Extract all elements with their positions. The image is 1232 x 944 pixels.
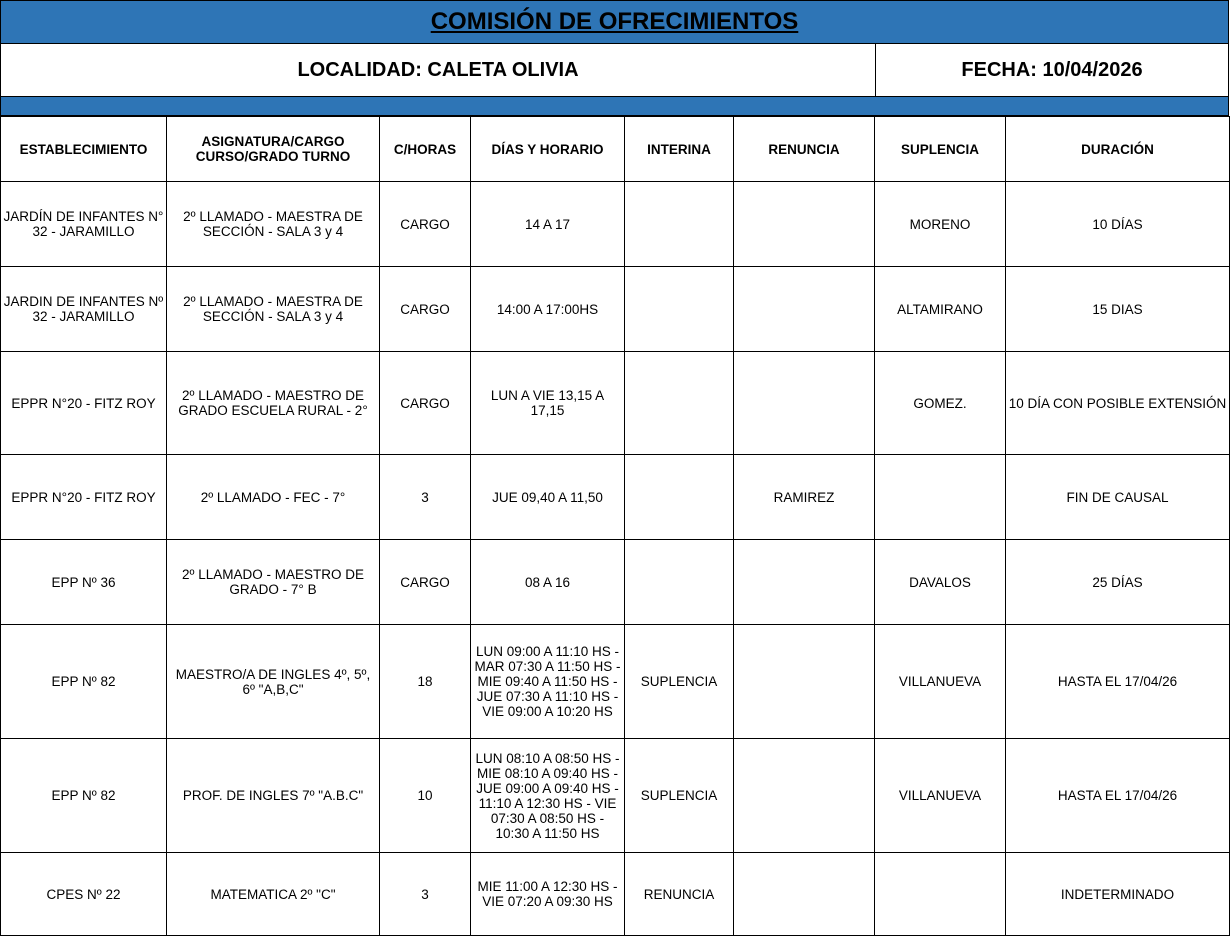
table-row — [1, 352, 1230, 455]
header-row — [1, 117, 1230, 182]
cell-asignatura: 2º LLAMADO - MAESTRO DE GRADO ESCUELA RURAL - 2° — [167, 352, 380, 455]
table-row — [1, 853, 1230, 936]
cell-horas: CARGO — [380, 540, 471, 625]
localidad-label: LOCALIDAD: CALETA OLIVIA — [1, 44, 876, 96]
cell-dias: LUN 09:00 A 11:10 HS - MAR 07:30 A 11:50 HS - MIE 09:40 A 11:50 HS - JUE 07:30 A 11:10 HS - VIE 09:00 A 10:20 HS — [471, 625, 625, 739]
cell-interina: RENUNCIA — [625, 853, 734, 936]
cell-asignatura: 2º LLAMADO - MAESTRA DE SECCIÓN - SALA 3 y 4 — [167, 182, 380, 267]
cell-duracion: FIN DE CAUSAL — [1006, 455, 1230, 540]
header-asignatura-l2: CURSO/GRADO TURNO — [195, 149, 351, 164]
cell-suplencia: MORENO — [875, 182, 1006, 267]
cell-establecimiento: JARDIN DE INFANTES Nº 32 - JARAMILLO — [1, 267, 167, 352]
cell-horas: 18 — [380, 625, 471, 739]
cell-suplencia: DAVALOS — [875, 540, 1006, 625]
header-suplencia: SUPLENCIA — [875, 117, 1006, 182]
table-row — [1, 267, 1230, 352]
cell-dias: 14 A 17 — [471, 182, 625, 267]
table-row — [1, 625, 1230, 739]
blue-strip — [0, 97, 1229, 116]
header-interina: INTERINA — [625, 117, 734, 182]
cell-suplencia: VILLANUEVA — [875, 739, 1006, 853]
header-renuncia: RENUNCIA — [734, 117, 875, 182]
cell-interina — [625, 182, 734, 267]
cell-horas: 10 — [380, 739, 471, 853]
cell-asignatura: MAESTRO/A DE INGLES 4º, 5º, 6º "A,B,C" — [167, 625, 380, 739]
cell-dias: MIE 11:00 A 12:30 HS - VIE 07:20 A 09:30 HS — [471, 853, 625, 936]
cell-establecimiento: JARDÍN DE INFANTES N° 32 - JARAMILLO — [1, 182, 167, 267]
cell-renuncia — [734, 352, 875, 455]
cell-dias: 14:00 A 17:00HS — [471, 267, 625, 352]
cell-establecimiento: EPPR N°20 - FITZ ROY — [1, 352, 167, 455]
cell-dias: JUE 09,40 A 11,50 — [471, 455, 625, 540]
cell-duracion: 10 DÍAS — [1006, 182, 1230, 267]
cell-duracion: 25 DÍAS — [1006, 540, 1230, 625]
cell-interina: SUPLENCIA — [625, 739, 734, 853]
cell-renuncia — [734, 540, 875, 625]
fecha-label: FECHA: 10/04/2026 — [961, 58, 1143, 81]
offers-table — [0, 116, 1230, 936]
title-bar — [0, 0, 1229, 44]
cell-renuncia — [734, 625, 875, 739]
header-asignatura-l1: ASIGNATURA/CARGO — [201, 134, 345, 149]
cell-duracion: 10 DÍA CON POSIBLE EXTENSIÓN — [1006, 352, 1230, 455]
cell-renuncia — [734, 267, 875, 352]
cell-horas: CARGO — [380, 182, 471, 267]
cell-renuncia — [734, 739, 875, 853]
cell-asignatura: MATEMATICA 2º "C" — [167, 853, 380, 936]
header-duracion: DURACIÓN — [1006, 117, 1230, 182]
table-row — [1, 455, 1230, 540]
cell-horas: CARGO — [380, 267, 471, 352]
cell-interina — [625, 267, 734, 352]
cell-interina: SUPLENCIA — [625, 625, 734, 739]
info-row — [0, 44, 1229, 97]
cell-renuncia — [734, 853, 875, 936]
cell-asignatura: 2º LLAMADO - MAESTRA DE SECCIÓN - SALA 3 y 4 — [167, 267, 380, 352]
cell-horas: CARGO — [380, 352, 471, 455]
cell-suplencia — [875, 853, 1006, 936]
header-dias: DÍAS Y HORARIO — [471, 117, 625, 182]
header-choras: C/HORAS — [380, 117, 471, 182]
cell-suplencia: GOMEZ. — [875, 352, 1006, 455]
cell-asignatura: 2º LLAMADO - MAESTRO DE GRADO - 7° B — [167, 540, 380, 625]
cell-renuncia: RAMIREZ — [734, 455, 875, 540]
cell-dias: 08 A 16 — [471, 540, 625, 625]
cell-establecimiento: EPP Nº 36 — [1, 540, 167, 625]
cell-establecimiento: CPES Nº 22 — [1, 853, 167, 936]
cell-suplencia — [875, 455, 1006, 540]
table-row — [1, 182, 1230, 267]
cell-asignatura: 2º LLAMADO - FEC - 7° — [167, 455, 380, 540]
cell-renuncia — [734, 182, 875, 267]
table-row — [1, 739, 1230, 853]
cell-horas: 3 — [380, 455, 471, 540]
cell-interina — [625, 455, 734, 540]
cell-horas: 3 — [380, 853, 471, 936]
cell-duracion: INDETERMINADO — [1006, 853, 1230, 936]
cell-suplencia: VILLANUEVA — [875, 625, 1006, 739]
cell-duracion: HASTA EL 17/04/26 — [1006, 625, 1230, 739]
page-title: COMISIÓN DE OFRECIMIENTOS — [430, 8, 799, 35]
table-row — [1, 540, 1230, 625]
cell-establecimiento: EPP Nº 82 — [1, 625, 167, 739]
cell-interina — [625, 540, 734, 625]
cell-suplencia: ALTAMIRANO — [875, 267, 1006, 352]
cell-dias: LUN 08:10 A 08:50 HS - MIE 08:10 A 09:40 HS - JUE 09:00 A 09:40 HS - 11:10 A 12:30 HS - VIE 07:30 A 08:50 HS - 10:30 A 11:50 HS — [471, 739, 625, 853]
cell-duracion: HASTA EL 17/04/26 — [1006, 739, 1230, 853]
header-establecimiento: ESTABLECIMIENTO — [1, 117, 167, 182]
cell-establecimiento: EPPR N°20 - FITZ ROY — [1, 455, 167, 540]
cell-duracion: 15 DIAS — [1006, 267, 1230, 352]
cell-dias: LUN A VIE 13,15 A 17,15 — [471, 352, 625, 455]
cell-asignatura: PROF. DE INGLES 7º "A.B.C" — [167, 739, 380, 853]
cell-interina — [625, 352, 734, 455]
cell-establecimiento: EPP Nº 82 — [1, 739, 167, 853]
header-asignatura — [167, 117, 380, 182]
